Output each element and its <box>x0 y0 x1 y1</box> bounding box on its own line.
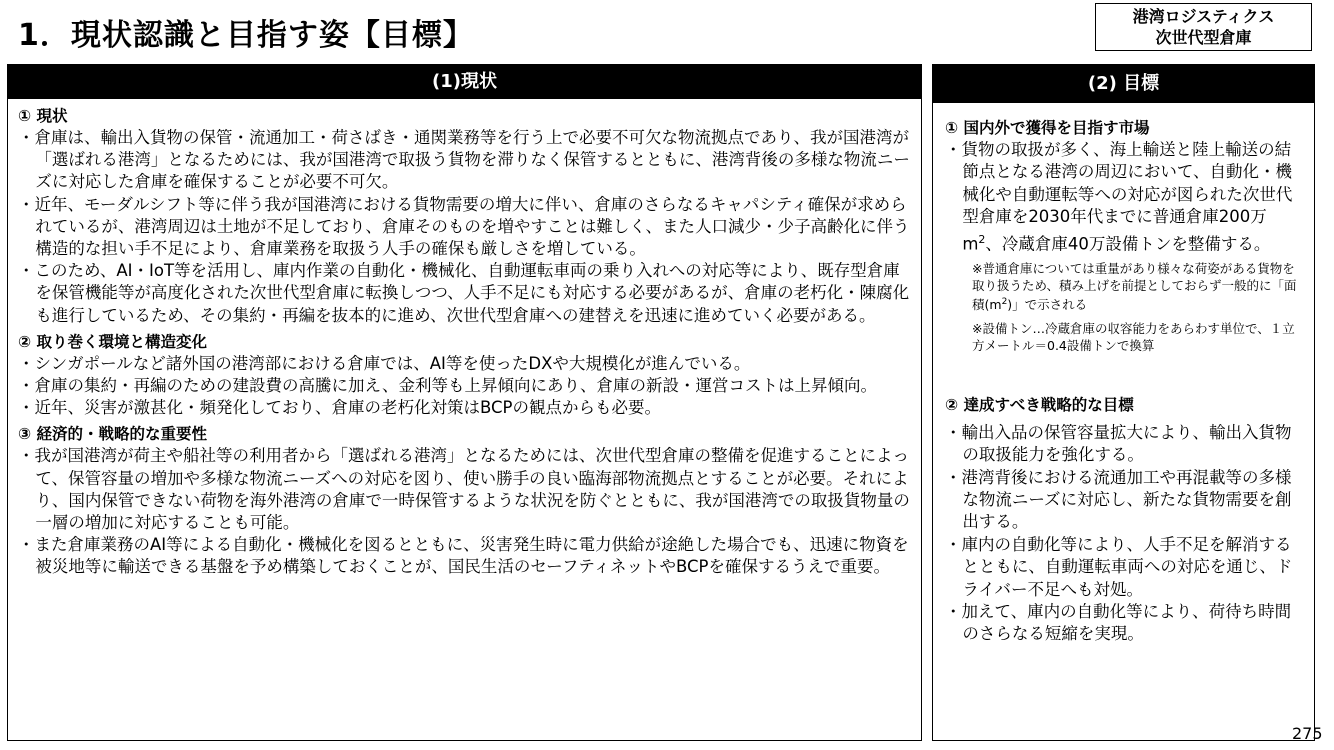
current-status-body <box>8 99 921 579</box>
target-panel <box>932 64 1315 741</box>
goal-bullet: ・庫内の自動化等により、人手不足を解消するとともに、自動運転車両への対応を通じ、ドライバー不足へも対処。 <box>945 534 1293 599</box>
bullet-item: ・我が国港湾が荷主や船社等の利用者から「選ばれる港湾」となるためには、次世代型倉庫の整備を促進することによって、保管容量の増加や多様な物流ニーズへの対応を図り、使い勝手の良い臨海部物流拠点とすることが必要。それにより、国内保管できない荷物を海外港湾の倉庫で一時保管するような状況を防ぐとともに、我が国港湾での取扱貨物量の一層の増加に対応することも可能。 <box>18 446 910 533</box>
note-ordinary-warehouse: ※普通倉庫については重量があり様々な荷姿がある貨物を取り扱うため、積み上げを前提としておらず一般的に「面積$(m^2)$」で示される <box>972 260 1297 312</box>
target-header: (2) 目標 <box>933 65 1314 103</box>
page-number: 275 <box>1292 724 1323 743</box>
category-badge <box>1095 3 1312 51</box>
goal-bullet: ・輸出入品の保管容量拡大により、輸出入貨物の取扱能力を強化する。 <box>945 422 1292 465</box>
section-heading-importance: ③ 経済的・戦略的な重要性 <box>18 425 208 444</box>
page-title: 1．現状認識と目指す姿【目標】 <box>18 18 474 53</box>
market-bullet: ・貨物の取扱が多く、海上輸送と陸上輸送の結節点となる港湾の周辺において、自動化・機械化や自動運転等への対応が図られた次世代型倉庫を2030年代までに普通倉庫200万$m^2$、冷蔵倉庫40万設備トンを整備する。 <box>945 140 1293 254</box>
section-heading-market: ① 国内外で獲得を目指す市場 <box>945 119 1150 137</box>
current-status-header: (1)現状 <box>8 65 921 99</box>
bullet-item: ・このため、AI・IoT等を活用し、庫内作業の自動化・機械化、自動運転車両の乗り入れへの対応等により、既存型倉庫を保管機能等が高度化された次世代型倉庫に転換しつつ、人手不足にも対応する必要があるが、倉庫の老朽化・陳腐化も進行しているため、その集約・再編を抜本的に進め、次世代型倉庫への建替えを迅速に進めていく必要がある。 <box>18 261 910 325</box>
goal-bullet: ・港湾背後における流通加工や再混載等の多様な物流ニーズに対応し、新たな貨物需要を創出する。 <box>945 467 1292 532</box>
current-status-panel <box>7 64 922 741</box>
bullet-item: ・倉庫は、輸出入貨物の保管・流通加工・荷さばき・通関業務等を行う上で必要不可欠な物流拠点であり、我が国港湾が「選ばれる港湾」となるためには、我が国港湾で取扱う貨物を滞りなく保管するとともに、港湾背後の多様な物流ニーズに対応した倉庫を確保することが必要不可欠。 <box>18 128 910 192</box>
note-equipment-ton: ※設備トン…冷蔵倉庫の収容能力をあらわす単位で、１立方メートル＝0.4設備トンで換算 <box>972 320 1295 353</box>
badge-line-1: 港湾ロジスティクス <box>1132 7 1275 26</box>
bullet-item: ・倉庫の集約・再編のための建設費の高騰に加え、金利等も上昇傾向にあり、倉庫の新設・運営コストは上昇傾向。 <box>18 376 877 396</box>
bullet-item: ・近年、モーダルシフト等に伴う我が国港湾における貨物需要の増大に伴い、倉庫のさらなるキャパシティ確保が求められているが、港湾周辺は土地が不足しており、倉庫そのものを増やすことは難しく、また人口減少・少子高齢化に伴う構造的な担い手不足により、倉庫業務を取扱う人手の確保も厳しさを増している。 <box>18 194 910 259</box>
badge-line-2: 次世代型倉庫 <box>1155 28 1252 47</box>
section-heading-current: ① 現状 <box>18 107 68 125</box>
goal-bullet: ・加えて、庫内の自動化等により、荷待ち時間のさらなる短縮を実現。 <box>945 601 1292 644</box>
bullet-item: ・シンガポールなど諸外国の港湾部における倉庫では、AI等を使ったDXや大規模化が進んでいる。 <box>18 353 751 373</box>
bullet-item: ・また倉庫業務のAI等による自動化・機械化を図るとともに、災害発生時に電力供給が途絶した場合でも、迅速に物資を被災地等に輸送できる基盤を予め構築しておくことが、国民生活のセーフティネットやBCPを確保するうえで重要。 <box>18 535 909 577</box>
bullet-item: ・近年、災害が激甚化・頻発化しており、倉庫の老朽化対策はBCPの観点からも必要。 <box>18 398 662 418</box>
target-body <box>933 103 1314 646</box>
section-heading-environment: ② 取り巻く環境と構造変化 <box>18 332 208 351</box>
section-heading-goals: ② 達成すべき戦略的な目標 <box>945 395 1134 414</box>
